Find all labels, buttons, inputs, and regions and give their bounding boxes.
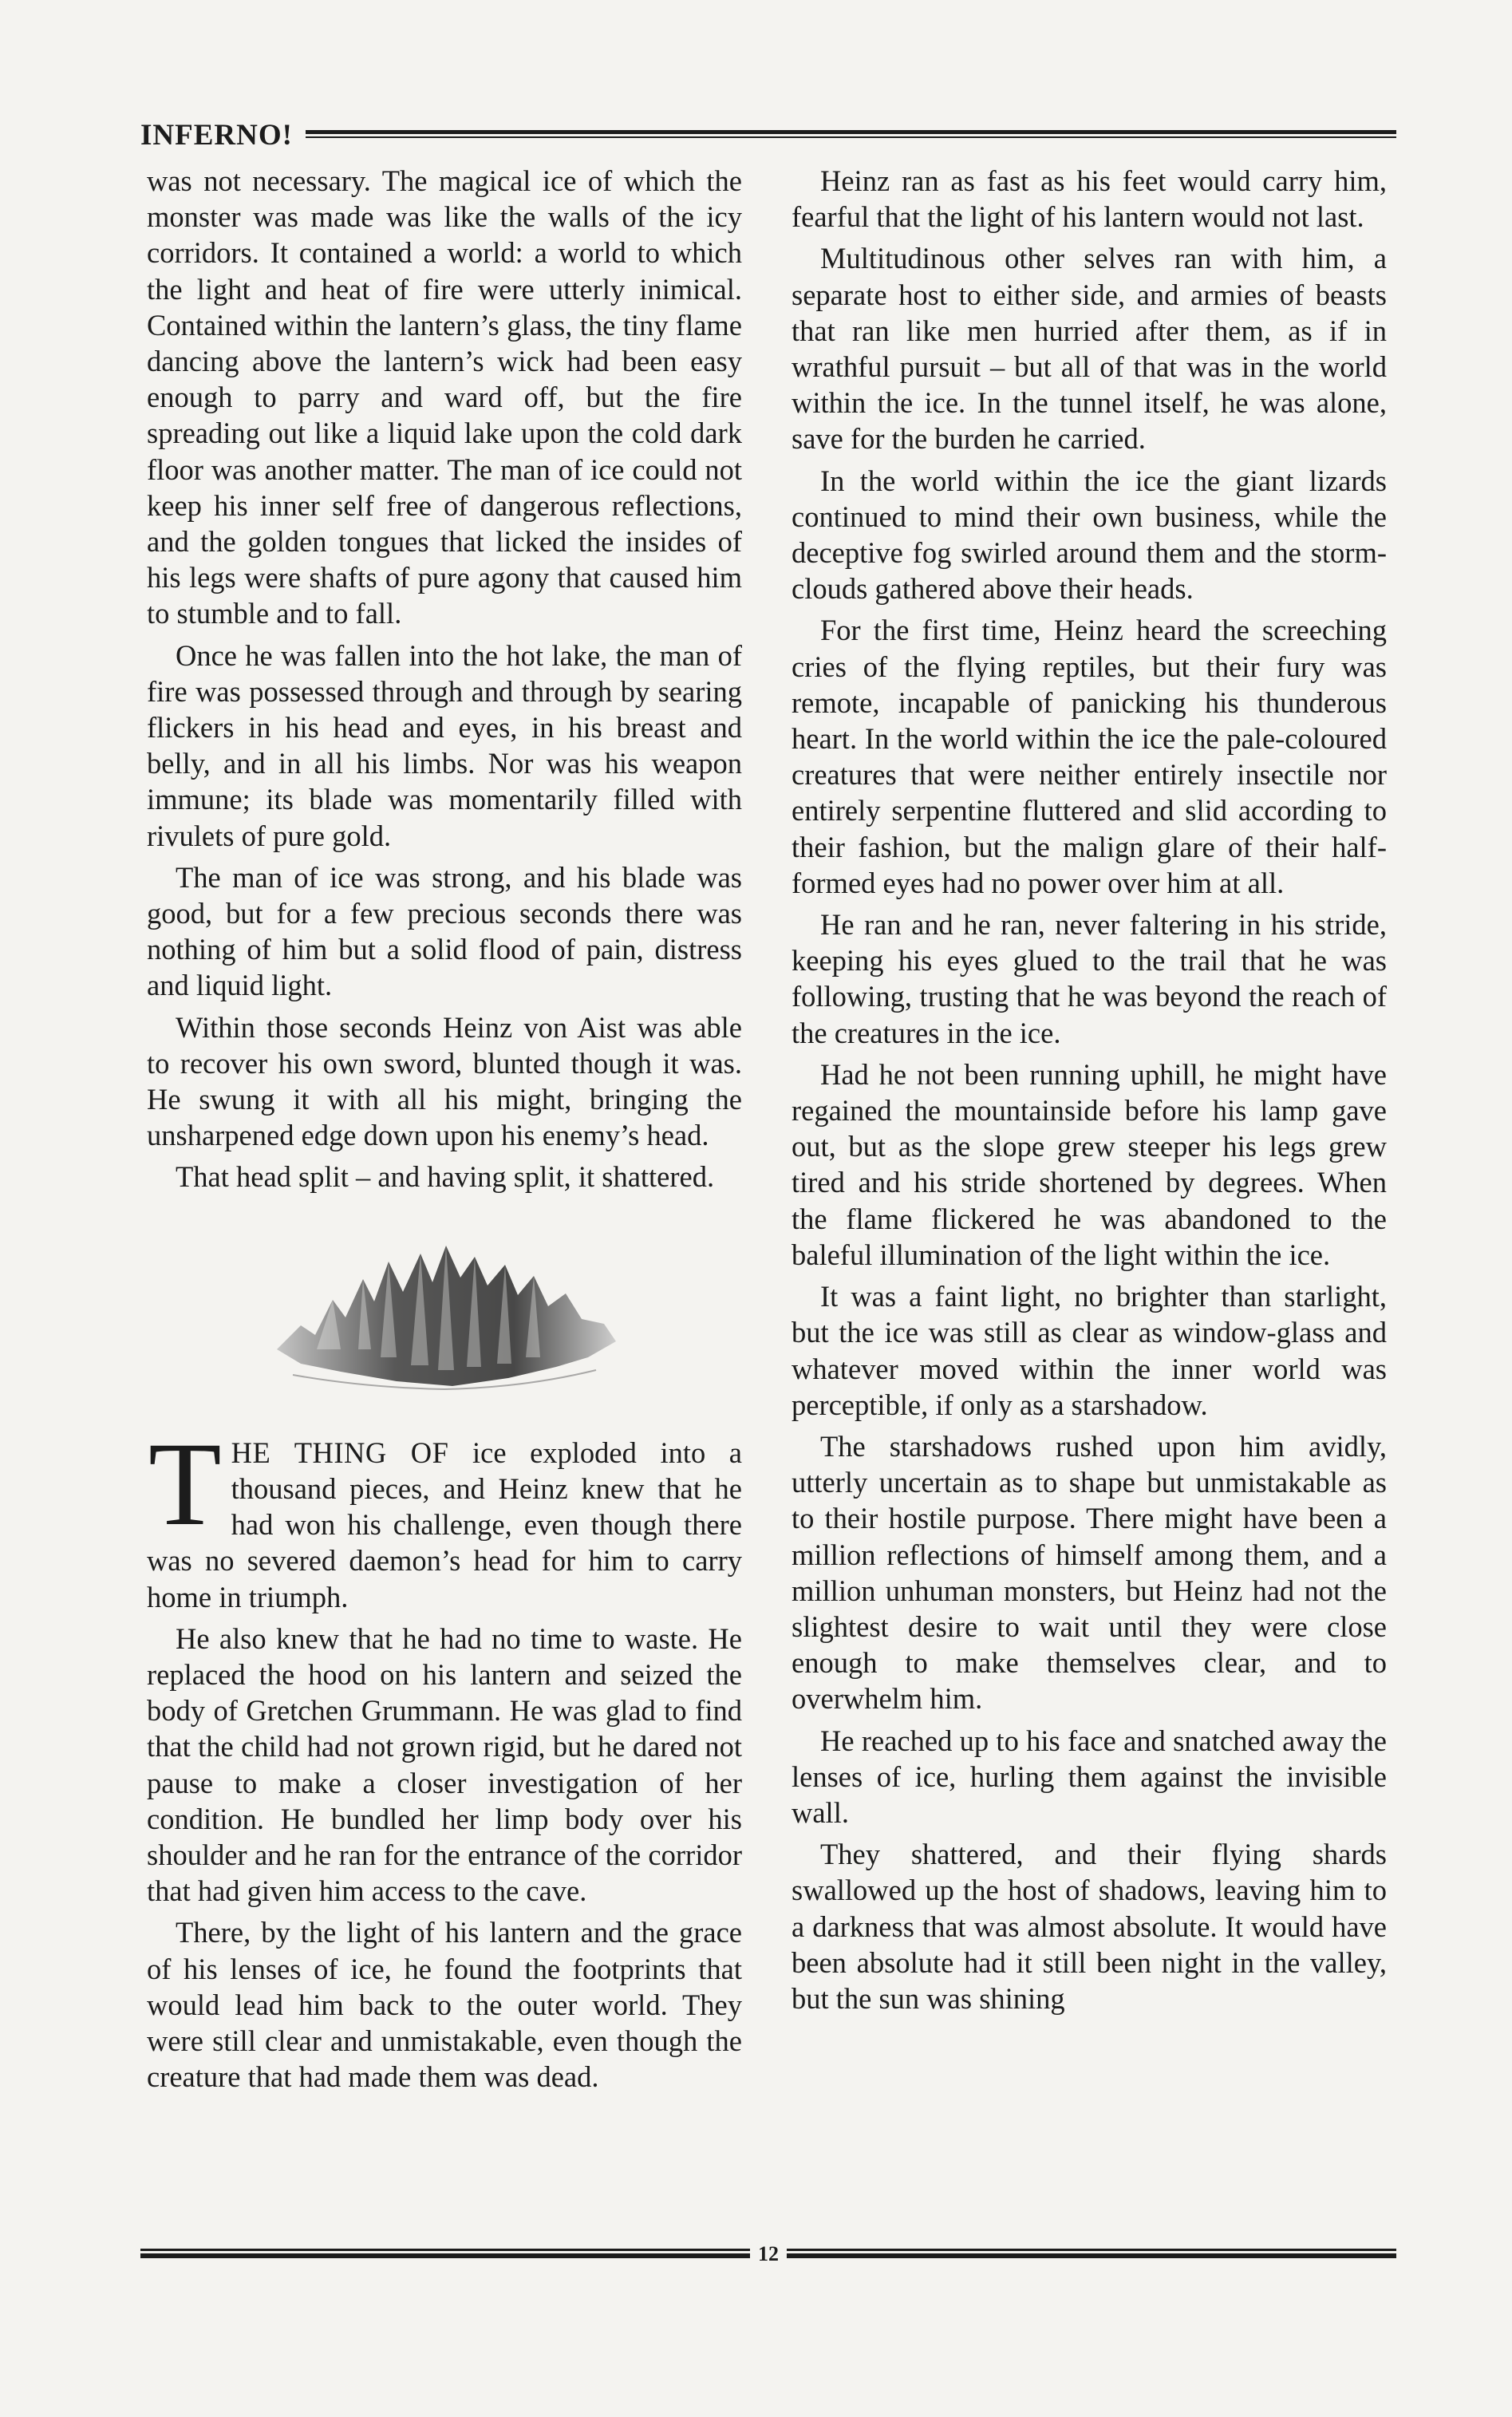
footer-rule-left — [140, 2249, 750, 2260]
paragraph: Had he not been running uphill, he might have regained the mountainside before his lamp gave out, but as the slope grew steeper his legs grew tired and his stride shortened by degrees. When the flame flickered he was abandoned to the baleful illumination of the light within the ice. — [792, 1057, 1387, 1271]
right-column — [792, 163, 1387, 2214]
paragraph: Heinz ran as fast as his feet would carry him, fearful that the light of his lantern would not last. — [792, 164, 1387, 234]
paragraph: For the first time, Heinz heard the screeching cries of the flying reptiles, but their fury was remote, incapable of panicking his thunderous heart. In the world within the ice the pale-coloured creatures that were neither entirely insectile nor entirely serpentine fluttered and slid according to their fashion, but the malign glare of their half-formed eyes had no power over him at all. — [792, 614, 1387, 899]
paragraph: They shattered, and their flying shards swallowed up the host of shadows, leaving him to a darkness that was almost absolute. It would have been absolute had it still been night in the valley, but the sun was shining — [792, 1838, 1387, 2015]
opening-text: ice exploded into a thousand pieces, and Heinz knew that he had won his challenge, even though there was no severed daemon’s head for him to carry home in triumph. — [147, 1436, 742, 1613]
drop-cap: T — [148, 1417, 222, 1550]
opening-caps: HE THING OF — [231, 1436, 449, 1469]
header-rule — [306, 130, 1396, 140]
paragraph: The man of ice was strong, and his blade was good, but for a few precious seconds there was nothing of him but a solid flood of pain, distress and liquid light. — [147, 860, 742, 1002]
chapter-opening — [147, 1417, 742, 1615]
left-column — [147, 163, 742, 2214]
paragraph: In the world within the ice the giant lizards continued to mind their own business, while the deceptive fog swirled around them and the storm-clouds gathered above their heads. — [792, 464, 1387, 606]
paragraph: That head split – and having split, it shattered. — [176, 1160, 715, 1194]
paragraph: He ran and he ran, never faltering in his stride, keeping his eyes glued to the trail that he was following, trusting that he was beyond the reach of the creatures in the ice. — [792, 908, 1387, 1049]
mountain-range-illustration — [147, 1226, 742, 1401]
paragraph: He also knew that he had no time to waste. He replaced the hood on his lantern and seized the body of Gretchen Grummann. He was glad to find that the child had not grown rigid, but he dared not pause to make a closer investigation of her condition. He bundled her limp body over his shoulder and he ran for the entrance of the corridor that had given him access to the cave. — [147, 1621, 742, 1908]
page-footer — [140, 2238, 1396, 2270]
header-title: INFERNO! — [140, 118, 293, 152]
paragraph: The starshadows rushed upon him avidly, utterly uncertain as to shape but unmistakable as to their hostile purpose. There might have been a million reflections of himself among them, and a million unhuman monsters, but Heinz had not the slightest desire to wait until they were close enough to make themselves clear, and to overwhelm him. — [792, 1429, 1387, 1716]
paragraph: It was a faint light, no brighter than starlight, but the ice was still as clear as window-glass and whatever moved within the inner world was perceptible, if only as a starshadow. — [792, 1280, 1387, 1421]
footer-rule-right — [787, 2249, 1396, 2260]
page-number: 12 — [758, 2242, 779, 2265]
paragraph: He reached up to his face and snatched away the lenses of ice, hurling them against the invisible wall. — [792, 1724, 1387, 1829]
mountain-icon — [269, 1230, 620, 1397]
paragraph: Once he was fallen into the hot lake, the man of fire was possessed through and through by searing flickers in his head and eyes, in his breast and belly, and in all his limbs. Nor was his weapon immune; its blade was momentarily filled with rivulets of pure gold. — [147, 638, 742, 852]
paragraph: Within those seconds Heinz von Aist was able to recover his own sword, blunted though it was. He swung it with all his might, bringing the unsharpened edge down upon his enemy’s head. — [147, 1010, 742, 1152]
running-header — [140, 117, 1396, 153]
paragraph: There, by the light of his lantern and the grace of his lenses of ice, he found the footprints that would lead him back to the outer world. They were still clear and unmistakable, even though the creature that had made them was dead. — [147, 1916, 742, 2094]
paragraph: Multitudinous other selves ran with him, a separate host to either side, and armies of beasts that ran like men hurried after them, as if in wrathful pursuit – but all of that was in the world within the ice. In the tunnel itself, he was alone, save for the burden he carried. — [792, 242, 1387, 456]
paragraph: was not necessary. The magical ice of which the monster was made was like the walls of the icy corridors. It contained a world: a world to which the light and heat of fire were utterly inimical. Contained within the lantern’s glass, the tiny flame dancing above the lantern’s wick had been easy enough to parry and ward off, but the fire spreading out like a liquid lake upon the cold dark floor was another matter. The man of ice could not keep his inner self free of dangerous reflections, and the golden tongues that licked the insides of his legs were shafts of pure agony that caused him to stumble and to fall. — [147, 164, 742, 630]
